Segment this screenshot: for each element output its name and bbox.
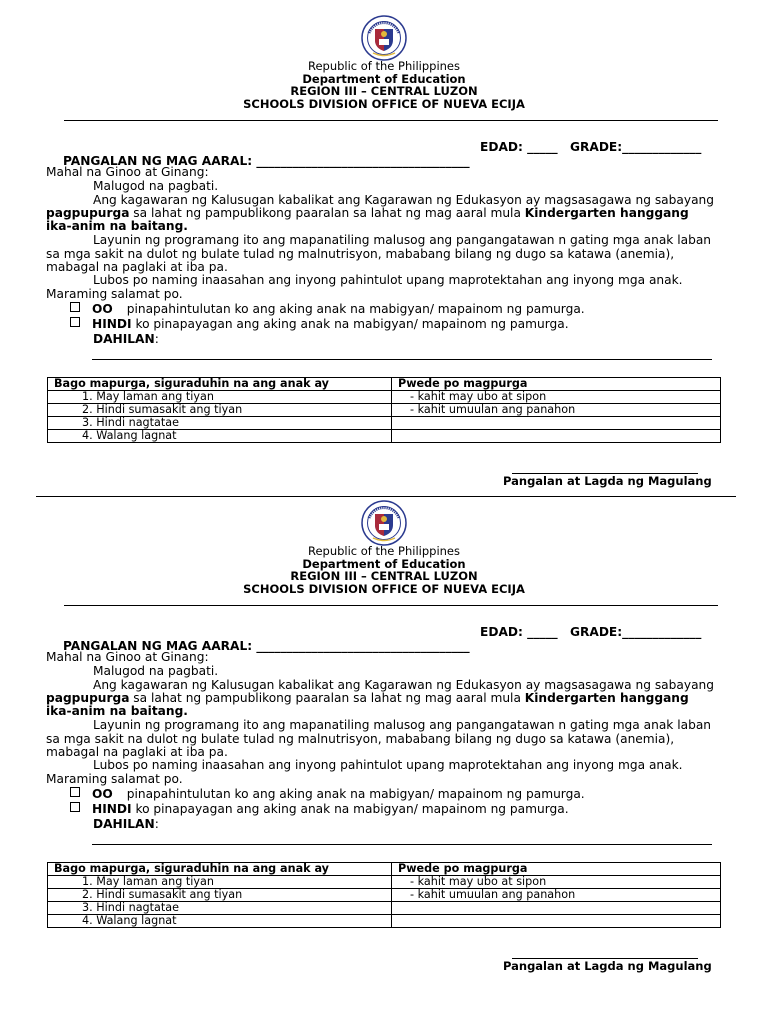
checkbox-oo[interactable]	[70, 302, 80, 312]
option-hindi-label: HINDI	[92, 317, 132, 331]
option-hindi-text: ko pinapayagan ang aking anak na mabigyan/ mapainom ng pamurga.	[131, 317, 569, 331]
table-cell	[392, 902, 721, 915]
table-cell	[392, 915, 721, 928]
letter-thanks: Maraming salamat po.	[46, 287, 183, 301]
table-cell: 4. Walang lagnat	[48, 915, 392, 928]
option-oo-text: pinapahintulutan ko ang aking anak na mabigyan/ mapainom ng pamurga.	[126, 787, 585, 801]
checkbox-hindi[interactable]	[70, 317, 80, 327]
header-republic: Republic of the Philippines	[307, 544, 461, 558]
dahilan-label	[93, 333, 159, 347]
letter-p2-line1: Layunin ng programang ito ang mapanatiling malusog ang pangangatawan n gating mga anak laban	[93, 718, 712, 732]
header-department: Department of Education	[302, 72, 466, 86]
deped-seal-logo	[361, 500, 407, 546]
dahilan-label-text: DAHILAN	[93, 817, 155, 831]
table-header-row	[48, 378, 721, 391]
option-oo-label: OO	[92, 302, 113, 316]
letter-p1-line3: ika-anim na baitang.	[46, 704, 188, 718]
consent-form-top	[0, 0, 768, 488]
header-divider	[64, 605, 718, 606]
option-hindi[interactable]	[70, 802, 569, 816]
dahilan-input-line[interactable]	[92, 844, 712, 845]
option-hindi[interactable]	[70, 317, 569, 331]
table-header-col2: Pwede po magpurga	[392, 378, 721, 391]
table-row	[48, 417, 721, 430]
pagpupurga-bold: pagpupurga	[46, 691, 130, 705]
letter-greeting: Malugod na pagbati.	[93, 179, 219, 193]
letter-p3: Lubos po naming inaasahan ang inyong pahintulot upang maprotektahan ang inyong mga anak.	[93, 758, 683, 772]
option-hindi-label: HINDI	[92, 802, 132, 816]
letter-p1-line2-text: sa lahat ng pampublikong paaralan sa lahat ng mag aaral mula	[129, 691, 525, 705]
table-cell	[392, 430, 721, 443]
table-cell: - kahit umuulan ang panahon	[392, 404, 721, 417]
signature-label: Pangalan at Lagda ng Magulang	[503, 959, 712, 973]
table-header-row	[48, 863, 721, 876]
deworming-requirements-table	[47, 862, 721, 928]
table-cell: 2. Hindi sumasakit ang tiyan	[48, 889, 392, 902]
table-header-col2: Pwede po magpurga	[392, 863, 721, 876]
table-row	[48, 915, 721, 928]
table-cell: - kahit may ubo at sipon	[392, 391, 721, 404]
option-oo-label: OO	[92, 787, 113, 801]
header-division: SCHOOLS DIVISION OFFICE OF NUEVA ECIJA	[243, 582, 525, 596]
letter-thanks: Maraming salamat po.	[46, 772, 183, 786]
header-republic: Republic of the Philippines	[307, 59, 461, 73]
header-region: REGION III – CENTRAL LUZON	[290, 569, 478, 583]
student-name-field[interactable]: PANGALAN NG MAG AARAL: ___________________________________	[62, 154, 470, 168]
table-header-col1: Bago mapurga, siguraduhin na ang anak ay	[48, 863, 392, 876]
option-oo[interactable]	[70, 787, 585, 801]
grade-field[interactable]: GRADE:_____________	[570, 625, 702, 639]
table-header-col1: Bago mapurga, siguraduhin na ang anak ay	[48, 378, 392, 391]
table-row	[48, 391, 721, 404]
grade-field[interactable]: GRADE:_____________	[570, 140, 702, 154]
table-cell: - kahit may ubo at sipon	[392, 876, 721, 889]
letter-p2-line1: Layunin ng programang ito ang mapanatiling malusog ang pangangatawan n gating mga anak laban	[93, 233, 712, 247]
table-cell: 3. Hindi nagtatae	[48, 902, 392, 915]
dahilan-label	[93, 818, 159, 832]
student-name-field[interactable]: PANGALAN NG MAG AARAL: ___________________________________	[62, 639, 470, 653]
table-cell	[392, 417, 721, 430]
letter-p1-line2-text: sa lahat ng pampublikong paaralan sa lahat ng mag aaral mula	[129, 206, 525, 220]
table-cell: 4. Walang lagnat	[48, 430, 392, 443]
deworming-requirements-table	[47, 377, 721, 443]
option-oo-text: pinapahintulutan ko ang aking anak na mabigyan/ mapainom ng pamurga.	[126, 302, 585, 316]
age-field[interactable]: EDAD: _____	[480, 140, 558, 154]
letter-p2-line3: mabagal na paglaki at iba pa.	[46, 260, 228, 274]
letter-p2-line2: sa mga sakit na dulot ng bulate tulad ng malnutrisyon, mababang bilang ng dugo sa katawa (anemia),	[46, 732, 675, 746]
kindergarten-bold: Kindergarten hanggang	[524, 691, 689, 705]
letter-p1-line1: Ang kagawaran ng Kalusugan kabalikat ang Kagarawan ng Edukasyon ay magsasagawa ng sabayang	[93, 193, 714, 207]
signature-label: Pangalan at Lagda ng Magulang	[503, 474, 712, 488]
table-cell: 3. Hindi nagtatae	[48, 417, 392, 430]
header-department: Department of Education	[302, 557, 466, 571]
letter-p2-line3: mabagal na paglaki at iba pa.	[46, 745, 228, 759]
deped-seal-icon	[361, 500, 407, 546]
option-oo[interactable]	[70, 302, 585, 316]
table-row	[48, 902, 721, 915]
header-divider	[64, 120, 718, 121]
letter-greeting: Malugod na pagbati.	[93, 664, 219, 678]
dahilan-colon: :	[154, 332, 159, 346]
deped-seal-logo	[361, 15, 407, 61]
table-cell: 1. May laman ang tiyan	[48, 876, 392, 889]
table-row	[48, 876, 721, 889]
letter-p3: Lubos po naming inaasahan ang inyong pahintulot upang maprotektahan ang inyong mga anak.	[93, 273, 683, 287]
consent-form-bottom	[0, 485, 768, 973]
letter-p2-line2: sa mga sakit na dulot ng bulate tulad ng malnutrisyon, mababang bilang ng dugo sa katawa (anemia),	[46, 247, 675, 261]
dahilan-label-text: DAHILAN	[93, 332, 155, 346]
checkbox-oo[interactable]	[70, 787, 80, 797]
checkbox-hindi[interactable]	[70, 802, 80, 812]
header-division: SCHOOLS DIVISION OFFICE OF NUEVA ECIJA	[243, 97, 525, 111]
table-row	[48, 430, 721, 443]
kindergarten-bold: Kindergarten hanggang	[524, 206, 689, 220]
age-field[interactable]: EDAD: _____	[480, 625, 558, 639]
option-hindi-text: ko pinapayagan ang aking anak na mabigyan/ mapainom ng pamurga.	[131, 802, 569, 816]
table-cell: 2. Hindi sumasakit ang tiyan	[48, 404, 392, 417]
header-region: REGION III – CENTRAL LUZON	[290, 84, 478, 98]
pagpupurga-bold: pagpupurga	[46, 206, 130, 220]
letter-p1-line3: ika-anim na baitang.	[46, 219, 188, 233]
letter-salutation: Mahal na Ginoo at Ginang:	[46, 165, 209, 179]
table-cell: - kahit umuulan ang panahon	[392, 889, 721, 902]
deped-seal-icon	[361, 15, 407, 61]
letter-salutation: Mahal na Ginoo at Ginang:	[46, 650, 209, 664]
dahilan-colon: :	[154, 817, 159, 831]
dahilan-input-line[interactable]	[92, 359, 712, 360]
table-row	[48, 404, 721, 417]
letter-p1-line1: Ang kagawaran ng Kalusugan kabalikat ang Kagarawan ng Edukasyon ay magsasagawa ng sabayang	[93, 678, 714, 692]
table-row	[48, 889, 721, 902]
table-cell: 1. May laman ang tiyan	[48, 391, 392, 404]
